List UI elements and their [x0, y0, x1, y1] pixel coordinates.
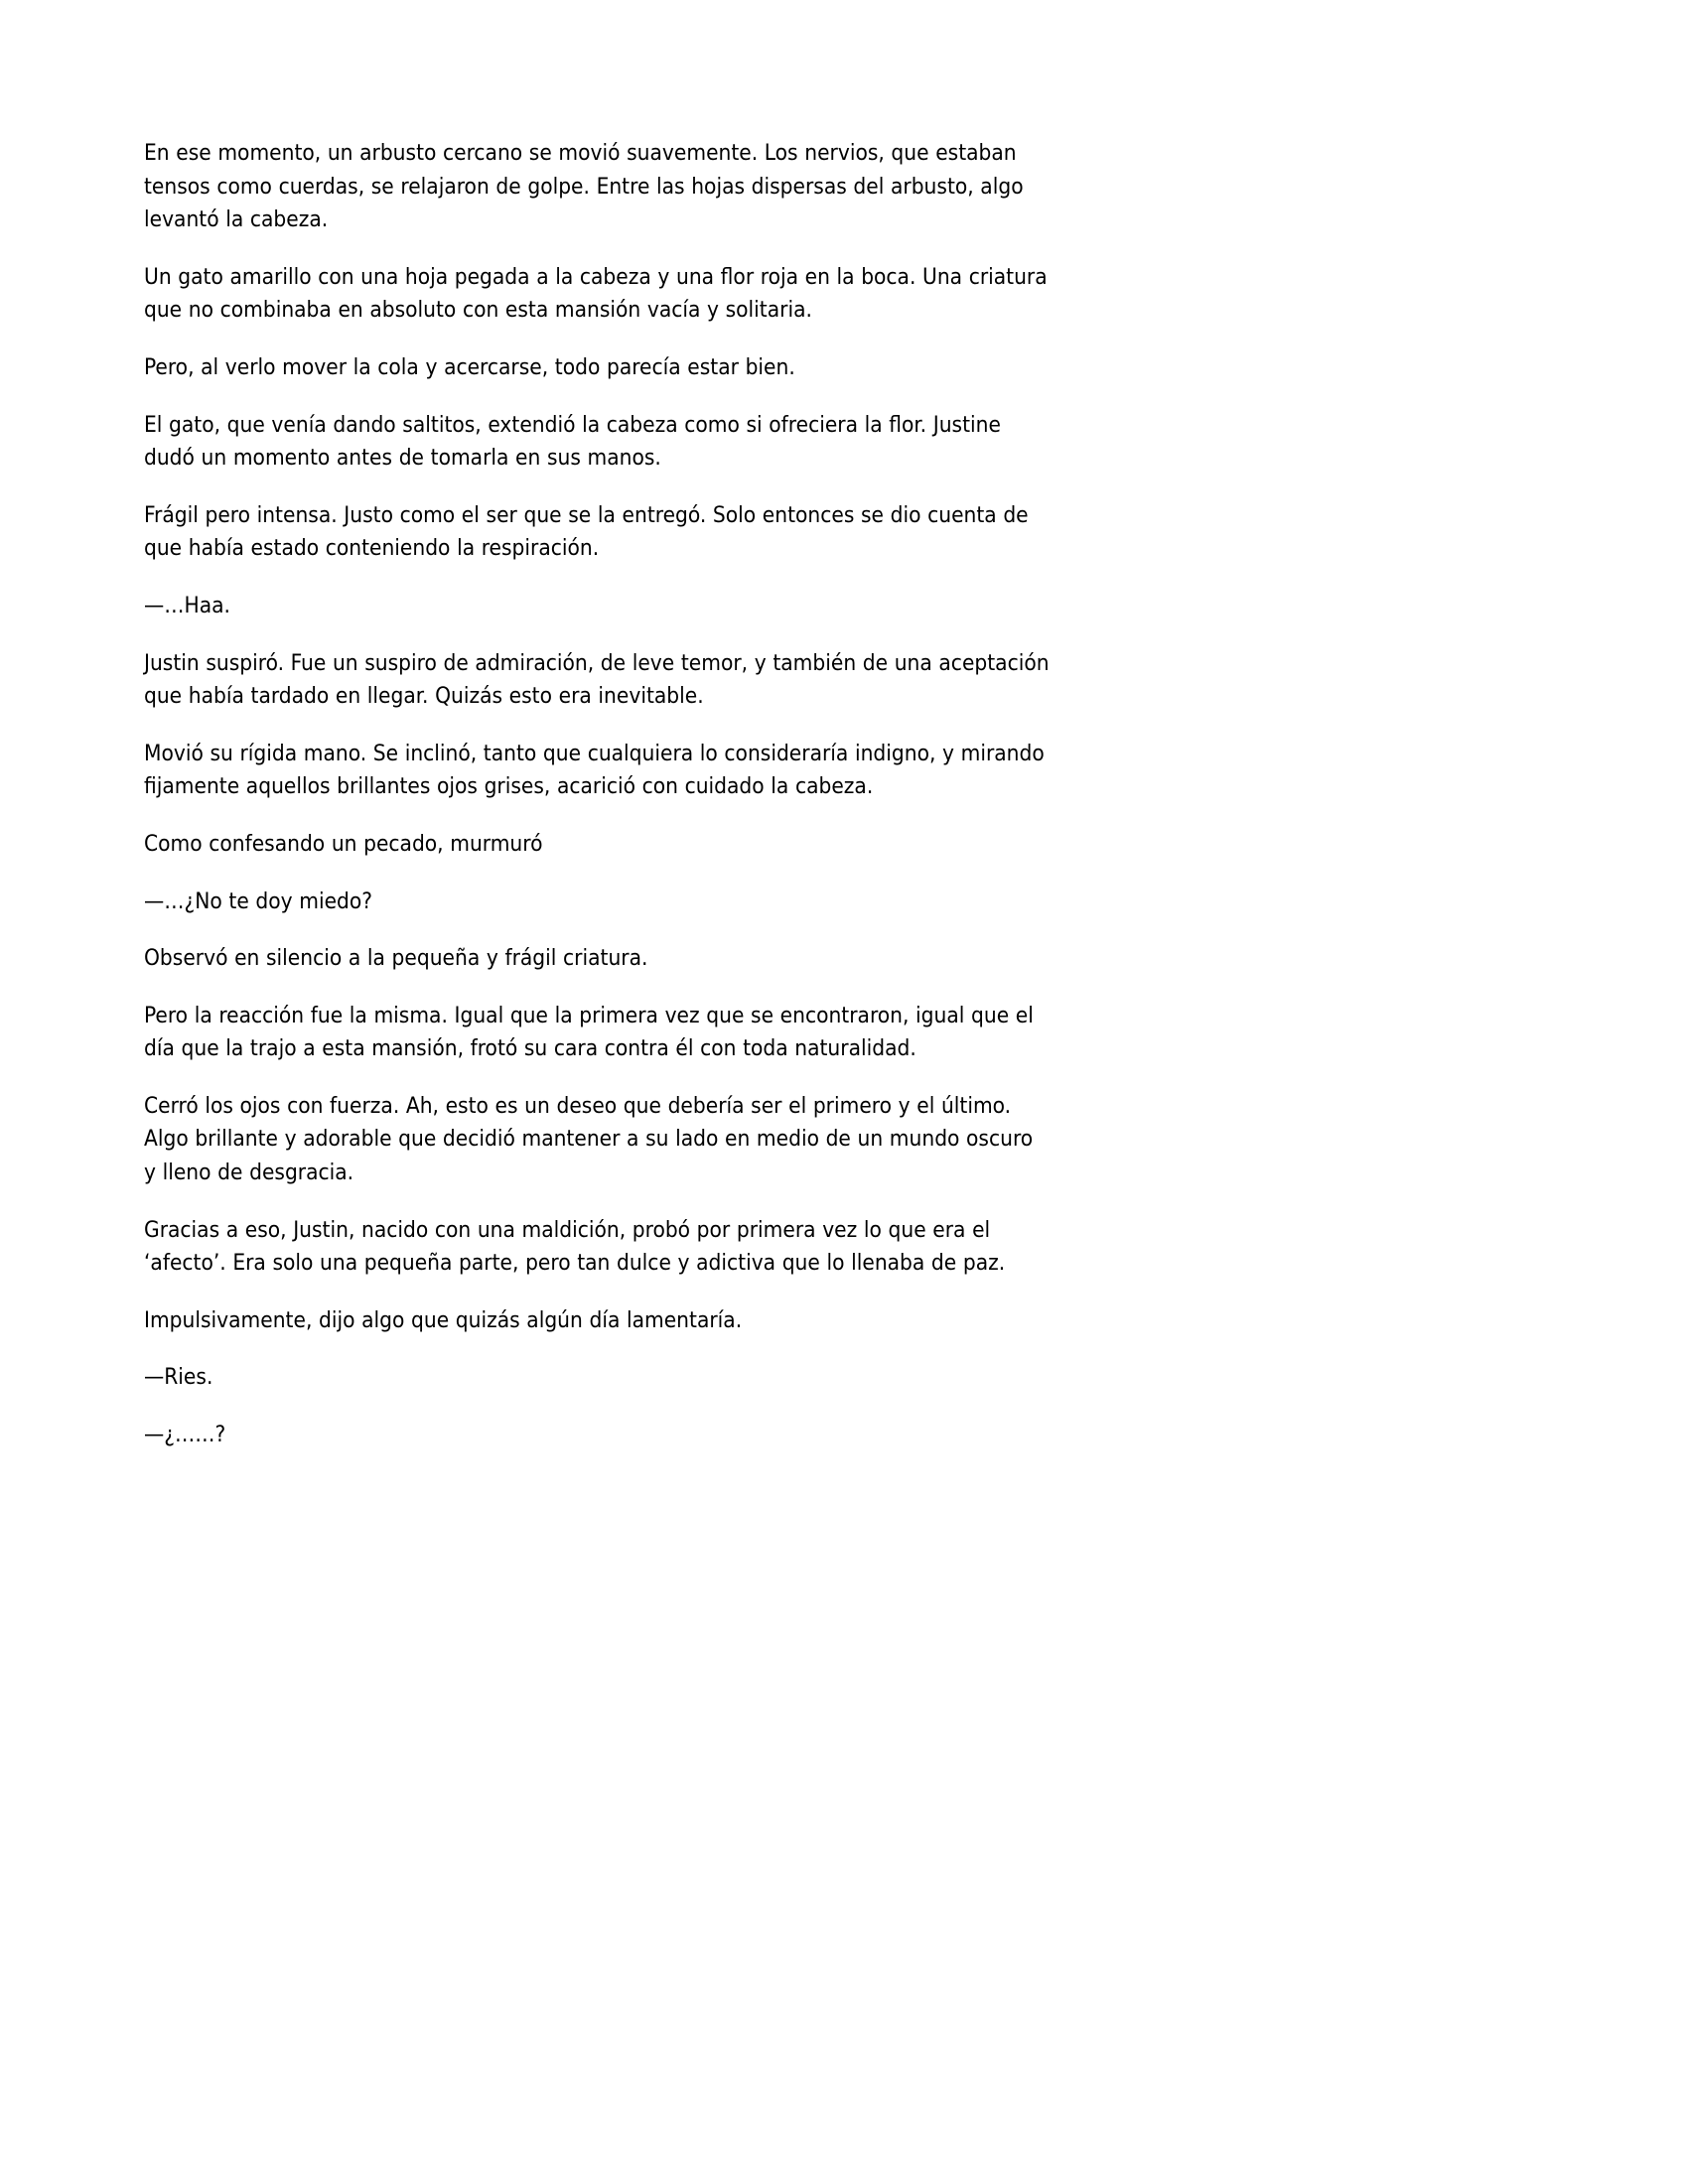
paragraph: Gracias a eso, Justin, nacido con una maldición, probó por primera vez lo que era el ‘afecto’. Era solo una pequeña parte, pero tan dulce y adictiva que lo llenaba de paz. — [144, 1216, 1006, 1277]
dialogue-paragraph: —Ries. — [144, 1364, 213, 1391]
paragraph: Pero, al verlo mover la cola y acercarse, todo parecía estar bien. — [144, 353, 795, 380]
paragraph: Impulsivamente, dijo algo que quizás algún día lamentaría. — [144, 1306, 743, 1333]
paragraph: Cerró los ojos con fuerza. Ah, esto es un deseo que debería ser el primero y el último. Algo brillante y adorable que decidió mantener a su lado en medio de un mundo oscuro y lleno de desgracia. — [144, 1092, 1034, 1186]
paragraph: Justin suspiró. Fue un suspiro de admiración, de leve temor, y también de una aceptación que había tardado en llegar. Quizás esto era inevitable. — [144, 649, 1050, 710]
paragraph: En ese momento, un arbusto cercano se movió suavemente. Los nervios, que estaban tensos como cuerdas, se relajaron de golpe. Entre las hojas dispersas del arbusto, algo levantó la cabeza. — [144, 140, 1024, 233]
paragraph: Frágil pero intensa. Justo como el ser que se la entregó. Solo entonces se dio cuenta de que había estado conteniendo la respiración. — [144, 501, 1029, 562]
document-text-body — [144, 137, 1050, 1452]
dialogue-paragraph: —¿……? — [144, 1422, 226, 1448]
paragraph: Como confesando un pecado, murmuró — [144, 830, 543, 857]
paragraph: Observó en silencio a la pequeña y frágil criatura. — [144, 945, 648, 972]
paragraph: Movió su rígida mano. Se inclinó, tanto que cualquiera lo consideraría indigno, y mirando fijamente aquellos brillantes ojos grises, acarició con cuidado la cabeza. — [144, 740, 1045, 800]
dialogue-paragraph: —…¿No te doy miedo? — [144, 887, 373, 914]
dialogue-paragraph: —…Haa. — [144, 592, 230, 618]
paragraph: Pero la reacción fue la misma. Igual que la primera vez que se encontraron, igual que el día que la trajo a esta mansión, frotó su cara contra él con toda naturalidad. — [144, 1002, 1034, 1062]
paragraph: Un gato amarillo con una hoja pegada a la cabeza y una flor roja en la boca. Una criatura que no combinaba en absoluto con esta mansión vacía y solitaria. — [144, 263, 1048, 324]
paragraph: El gato, que venía dando saltitos, extendió la cabeza como si ofreciera la flor. Justine dudó un momento antes de tomarla en sus manos. — [144, 411, 1001, 472]
